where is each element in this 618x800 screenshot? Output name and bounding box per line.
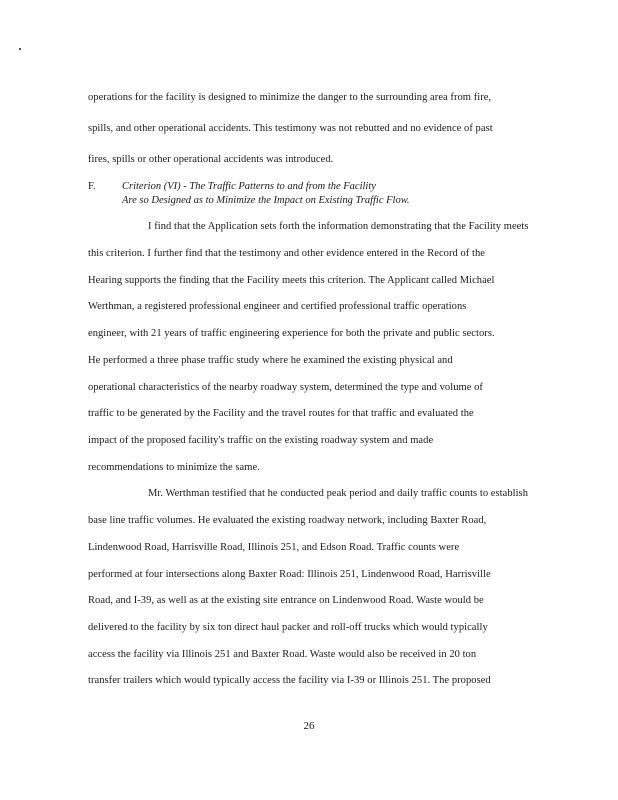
paragraph-line: delivered to the facility by six ton direct haul packer and roll-off trucks which would typically (88, 622, 488, 633)
section-letter: F. (88, 181, 96, 192)
paragraph-line: base line traffic volumes. He evaluated the existing roadway network, including Baxter Road, (88, 515, 487, 526)
paragraph-line: recommendations to minimize the same. (88, 462, 260, 473)
paragraph-line: impact of the proposed facility's traffic on the existing roadway system and made (88, 435, 434, 446)
paragraph-line: transfer trailers which would typically access the facility via I-39 or Illinois 251. The proposed (88, 675, 491, 686)
paragraph-line: Road, and I-39, as well as at the existing site entrance on Lindenwood Road. Waste would be (88, 595, 484, 606)
page-number: 26 (303, 720, 315, 732)
scan-speck (19, 48, 21, 50)
paragraph-line: traffic to be generated by the Facility and the travel routes for that traffic and evaluated the (88, 408, 474, 419)
paragraph-line: engineer, with 21 years of traffic engineering experience for both the private and public sectors. (88, 328, 495, 339)
paragraph-line: this criterion. I further find that the testimony and other evidence entered in the Record of the (88, 248, 486, 259)
paragraph-line: Werthman, a registered professional engineer and certified professional traffic operations (88, 301, 467, 312)
paragraph-line: spills, and other operational accidents. This testimony was not rebutted and no evidence of past (88, 123, 493, 134)
paragraph-line: Hearing supports the finding that the Facility meets this criterion. The Applicant called Michael (88, 275, 495, 286)
paragraph-line: operations for the facility is designed to minimize the danger to the surrounding area from fire, (88, 92, 492, 103)
paragraph-line: performed at four intersections along Baxter Road: Illinois 251, Lindenwood Road, Harrisville (88, 569, 491, 580)
paragraph-line: I find that the Application sets forth the information demonstrating that the Facility meets (148, 221, 529, 232)
section-heading-line: Are so Designed as to Minimize the Impact on Existing Traffic Flow. (122, 195, 410, 206)
paragraph-line: Mr. Werthman testified that he conducted peak period and daily traffic counts to establish (148, 488, 528, 499)
paragraph-line: He performed a three phase traffic study where he examined the existing physical and (88, 355, 453, 366)
paragraph-line: Lindenwood Road, Harrisville Road, Illinois 251, and Edson Road. Traffic counts were (88, 542, 460, 553)
paragraph-line: fires, spills or other operational accidents was introduced. (88, 154, 334, 165)
paragraph-line: access the facility via Illinois 251 and Baxter Road. Waste would also be received in 20 ton (88, 649, 477, 660)
paragraph-line: operational characteristics of the nearby roadway system, determined the type and volume of (88, 382, 483, 393)
section-heading-line: Criterion (VI) - The Traffic Patterns to and from the Facility (122, 181, 376, 192)
